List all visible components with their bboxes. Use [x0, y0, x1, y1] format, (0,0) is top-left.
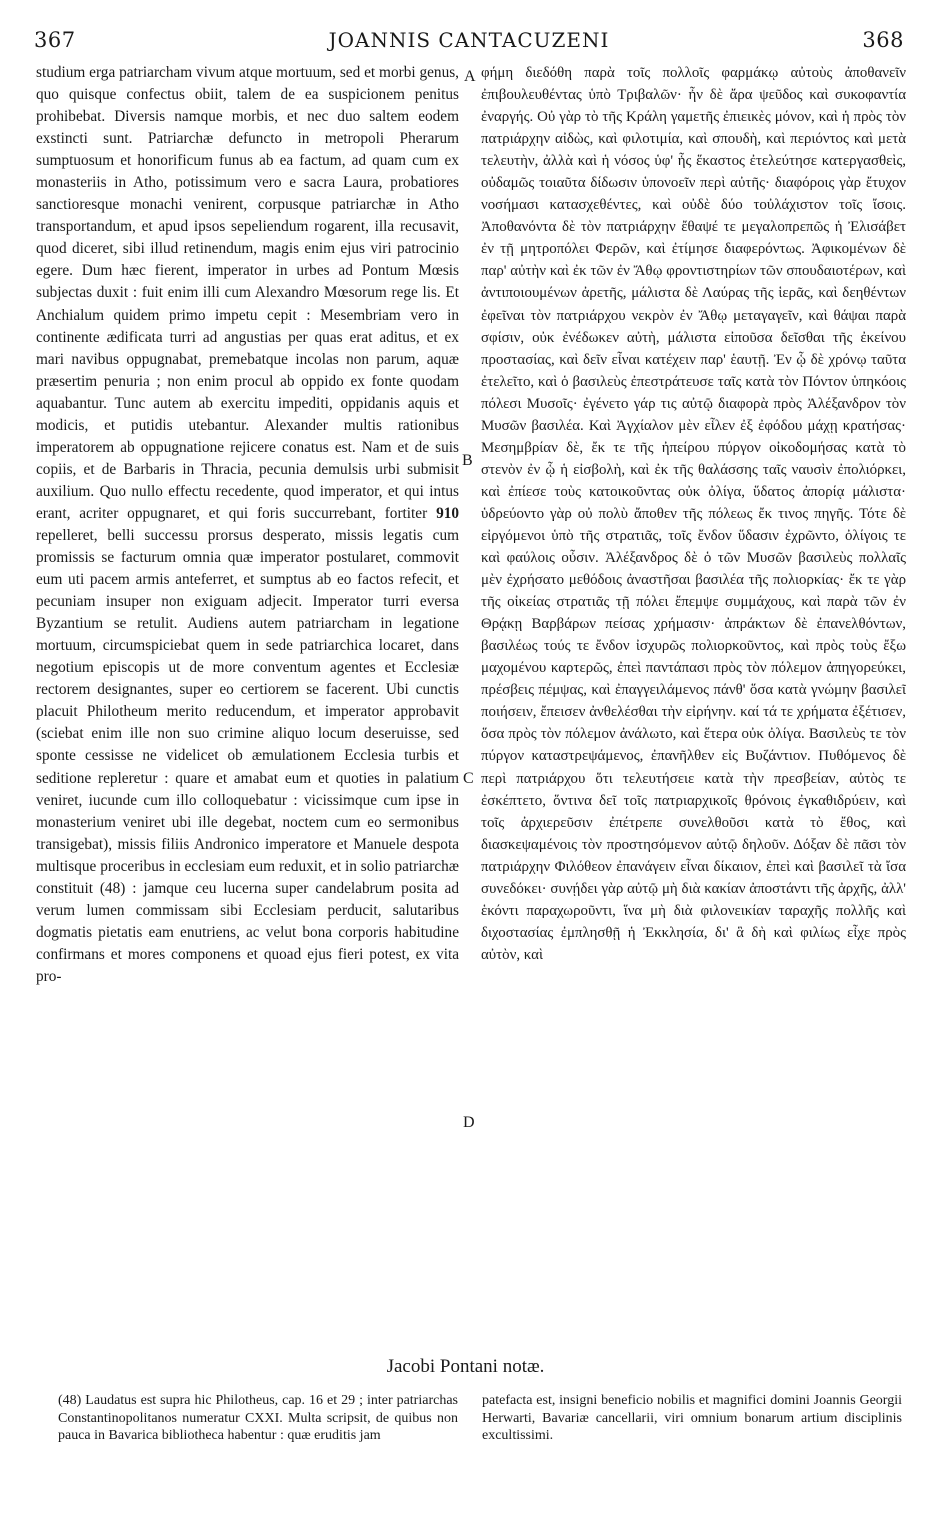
- note-right-column: patefacta est, insigni beneficio nobilis et magnifici domini Joannis Georgii Herwarti, Bavariæ cancellarii, viri omnium bonarum artium disciplinis excultissimi.: [482, 1393, 902, 1443]
- inline-page-number: 910: [436, 504, 459, 522]
- page-header: [34, 28, 904, 58]
- margin-letter-b: B: [462, 452, 473, 469]
- latin-column: [36, 62, 459, 1330]
- margin-letter-c: C: [463, 770, 474, 787]
- notes-title: Jacobi Pontani notæ.: [386, 1356, 545, 1377]
- running-title: JOANNIS CANTACUZENI: [328, 28, 610, 52]
- note-left-column: (48) Laudatus est supra hic Philotheus, cap. 16 et 29 ; inter patriarchas Constantinopolitanos numeratur CXXI. Multa scripsit, de quibus non pauca in Bavarica bibliotheca habentur : quæ eruditis jam: [58, 1393, 458, 1443]
- greek-column: [481, 62, 906, 1330]
- greek-paragraph: φήμη διεδόθη παρὰ τοῖς πολλοῖς φαρμάκῳ αὐτοὺς ἀποθανεῖν ἐπιβουλευθέντας ὑπὸ Τριβαλῶν· ἦν δὲ ἄρα ψεῦδος καὶ συκοφαντία ἐναργής. Οὐ γὰρ τὸ τῆς Κράλη γαμετῆς ἐπιεικὲς μόνον, καὶ ἡ πρὸς τὸν πατριάρχην αἰδὼς, καὶ φιλοτιμία, καὶ σπουδὴ, καὶ περιόντος καὶ μετὰ τελευτὴν, ἀλλὰ καὶ ἡ νόσος ὑφ' ἧς ἕκαστος ἐτελεύτησε κατεργασθεὶς, οὐδαμῶς τοιαῦτα δίδωσιν ὑπονοεῖν περὶ αὐτῆς· διαφόροις γὰρ ἔτυχον νοσήμασι κατασχεθέντες, καὶ οὐδὲ δύο τοὐλάχιστον τοῖς ἴσοις. Ἀποθανόντα δὲ τὸν πατριάρχην ἔθαψέ τε μεγαλοπρεπῶς ἡ Ἐλισάβετ ἐν τῇ μητροπόλει Φερῶν, καὶ ἐτίμησε διαφερόντως. Ἀφικομένων δὲ παρ' αὐτὴν καὶ ἐκ τῶν ἐν Ἄθῳ φροντιστηρίων τῶν σπουδαιοτέρων, καὶ ἀντιποιουμένων ἀρετῆς, μάλιστα δὲ Λαύρας τῆς ἱερᾶς, καὶ δεηθέντων ἐφεῖναι τὸν πατριάρχου νεκρὸν ἐν Ἄθῳ μεταγαγεῖν, καὶ θάψαι παρὰ σφίσιν, οὐκ ἐνέδωκεν αὐτὴ, μάλιστα εἰποῦσα δεῖσθαι τῆς ἐκείνου προστασίας, καὶ δεῖν εἶναι κατέχειν παρ' ἑαυτῇ. Ἐν ᾧ δὲ χρόνῳ ταῦτα ἐτελεῖτο, καὶ ὁ βασιλεὺς ἐπεστράτευσε ταῖς κατὰ τὸν Πόντον ὑπηκόοις πόλεσι Μυσοῖς· ἐγένετο γάρ τις αὐτῷ διαφορὰ πρὸς Ἀλέξανδρον τὸν Μυσῶν βασιλέα. Καὶ Ἀγχίαλον μὲν εἷλεν ἐξ ἐφόδου μάχῃ κρατήσας· Μεσημβρίαν δὲ, ἔκ τε τῆς ἠπείρου πύργον οἰκοδομήσας κατὰ τὸ στενὸν ἐν ᾧ ἡ εἰσβολὴ, καὶ ἐκ τῆς θαλάσσης ταῖς ναυσὶν ἐπολιόρκει, καὶ ἐπίεσε τοὺς κατοικοῦντας οὐκ ὀλίγα, ὕδατος ἀπορίᾳ μάλιστα· ὑδρεύοντο γὰρ οὐ πολὺ ἄποθεν τῆς πόλεως ἔκ τινος πηγῆς. Τότε δὲ εἰργόμενοι ὑπὸ τῆς στρατιᾶς, τοῖς ἔνδον ὕδασιν ἐχρῶντο, ὀλίγοις τε καὶ φαύλοις οὖσιν. Ἀλέξανδρος δὲ ὁ τῶν Μυσῶν βασιλεὺς πολλαῖς μὲν ἐχρήσατο μεθόδοις ἀναστῆσαι βασιλέα τῆς πολιορκίας· ἔκ τε γὰρ τῆς οἰκείας στρατιᾶς τῇ πόλει ἔπεμψε συμμάχους, καὶ παρὰ τῶν ἐν Θρᾴκῃ Βαρβάρων πείσας χρήμασιν· ἀπράκτων δὲ ἐπανελθόντων, βασιλέως τούς τε ἔνδον ἰσχυρῶς πολιορκοῦντος, καὶ πρὸς τοὺς ἔξω μαχομένου καρτερῶς, ἐπεὶ παντάπασι πρὸς τὸν πόλεμον ἀπηγορεύκει, πρέσβεις πέμψας, καὶ ἐπαγγειλάμενος πάνθ' ὅσα κατὰ γνώμην βασιλεῖ ποιήσειν, ἔπεισεν ἀνθελέσθαι τὴν εἰρήνην. καί τά τε χρήματα ἐξέτισεν, ὅσα πρὸς τὸν πόλεμον ἀνάλωτο, καὶ ἕτερα οὐκ ὀλίγα. Βασιλεὺς τε τὸν πύργον καταστρεψάμενος, ἐπανῆλθεν εἰς Βυζάντιον. Πυθόμενος δὲ περὶ πατριάρχου ὅτι τελευτήσειε κατὰ τὴν πρεσβείαν, αὐτὸς τε ἐσκέπτετο, ὅντινα δεῖ τοῖς πατριαρχικοῖς θρόνοις ἐγκαθιδρύειν, καὶ τοῖς ἀρχιερεῦσιν ἐπέτρεπε συνελθοῦσι κατὰ τὸ ἔθος, καὶ διασκεψαμένοις τὸν προστησόμενον αὐτῷ δηλοῦν. Δόξαν δὲ πᾶσι τὸν πατριάρχην Φιλόθεον ἐπανάγειν εἶναι δίκαιον, ἐπεὶ καὶ βασιλεῖ τὰ ἴσα συνεδόκει· συνῄδει γὰρ αὐτῷ μὴ διὰ κακίαν ἀποστάντι τῆς ἀρχῆς, ἀλλ' ἑκόντι παραχωροῦντι, ἵνα μὴ διὰ φιλονεικίαν ταραχῆς πολλῆς καὶ διχοστασίας ἐμπλησθῇ ἡ Ἐκκλησία, δι' ἃ δὴ καὶ φιλίως εἶχε πρὸς αὐτὸν, καὶ: [481, 65, 906, 963]
- page-number-right: 368: [862, 28, 904, 52]
- latin-text-part-2: repelleret, belli successu prorsus desperato, missis legatis cum promissis se facturum omnia quæ imperator postularet, commovit eum uti pacem armis anteferret, et sumptus ab eo factos refecit, et pecuniam insuper non exiguam adjecit. Imperator turri eversa Byzantium se retulit. Audiens autem patriarcham in legatione mortuum, circumspiciebat quem in sede patriarchica locaret, dans negotium episcopis ut de more conventum agentes et Ecclesiæ rectorem designantes, super eo certiorem se facerent. Ubi cunctis placuit Philotheum merito reducendum, et imperator approbavit (sciebat enim ille non suo crimine aliquo locum deseruisse, sed sponte cessisse ne videlicet ob æmulationem Ecclesia turbis et seditione repleretur : quare et amabat eum et quoties in palatium veniret, iucunde cum illo colloquebatur : vicissimque cum ipse in monasterium veniret ubi ille degebat, noctem cum eo sermonibus transigebat), missis filiis Andronico imperatore et Manuele despota multisque proceribus in ecclesiam eum reduxit, et in solio patriarchæ constituit (48) : jamque ceu lucerna super candelabrum posita ad verum lumen commissam sibi Ecclesiam perducit, salutaribus dogmatis pietatis eam enutriens, ac velut bona corporis habitudine confirmans et mores componens et quoad ejus fieri potest, ex vita pro-: [36, 526, 459, 985]
- margin-letter-a: A: [464, 68, 476, 85]
- page-number-left: 367: [34, 28, 76, 52]
- latin-paragraph: [36, 62, 459, 988]
- latin-text-part-1: studium erga patriarcham vivum atque mortuum, sed et morbi genus, quo quisque confectus obiit, talem de ea suspicionem penitus prohibebat. Diversis namque morbis, et nec duo saltem eodem exstincti sunt. Patriarchæ defuncto in metropoli Pherarum sumptuosum et honorificum funus ab ea factum, ad quam cum ex monasteriis in Atho, potissimum vero e sacra Laura, probatiores sanctioresque monachi venirent, corpusque patriarchæ in Atho transportandum, et apud ipsos sepeliendum rogarent, illa recusavit, quod diceret, sibi illud retinendum, magis enim ejus viri patrocinio egere. Dum hæc fierent, imperator in urbes ad Pontum Mœsis subjectas duxit : fuit enim illi cum Alexandro Mœsorum rege lis. Et Anchialum quidem primo impetu cepit : Mesembriam vero in continente ædificata turri ad angustias per quas erat aditus, et ex mari navibus oppugnabat, premebatque incolas non parum, aquæ præsertim penuria ; non enim procul ab oppido ex fonte quodam aquabantur. Tunc autem ab exercitu impediti, oppidanis aquis et modicis, et putidis utebantur. Alexander multis rationibus imperatorem ab oppugnatione rejicere conatus est. Nam et de suis copiis, et de Barbaris in Thracia, pecunia demulsis urbi submisit auxilium. Quo nullo effectu recedente, quod imperator, et qui intus erant, acriter oppugnaret, et qui foris succurrebant, fortiter: [36, 64, 459, 522]
- margin-letter-d: D: [463, 1114, 475, 1131]
